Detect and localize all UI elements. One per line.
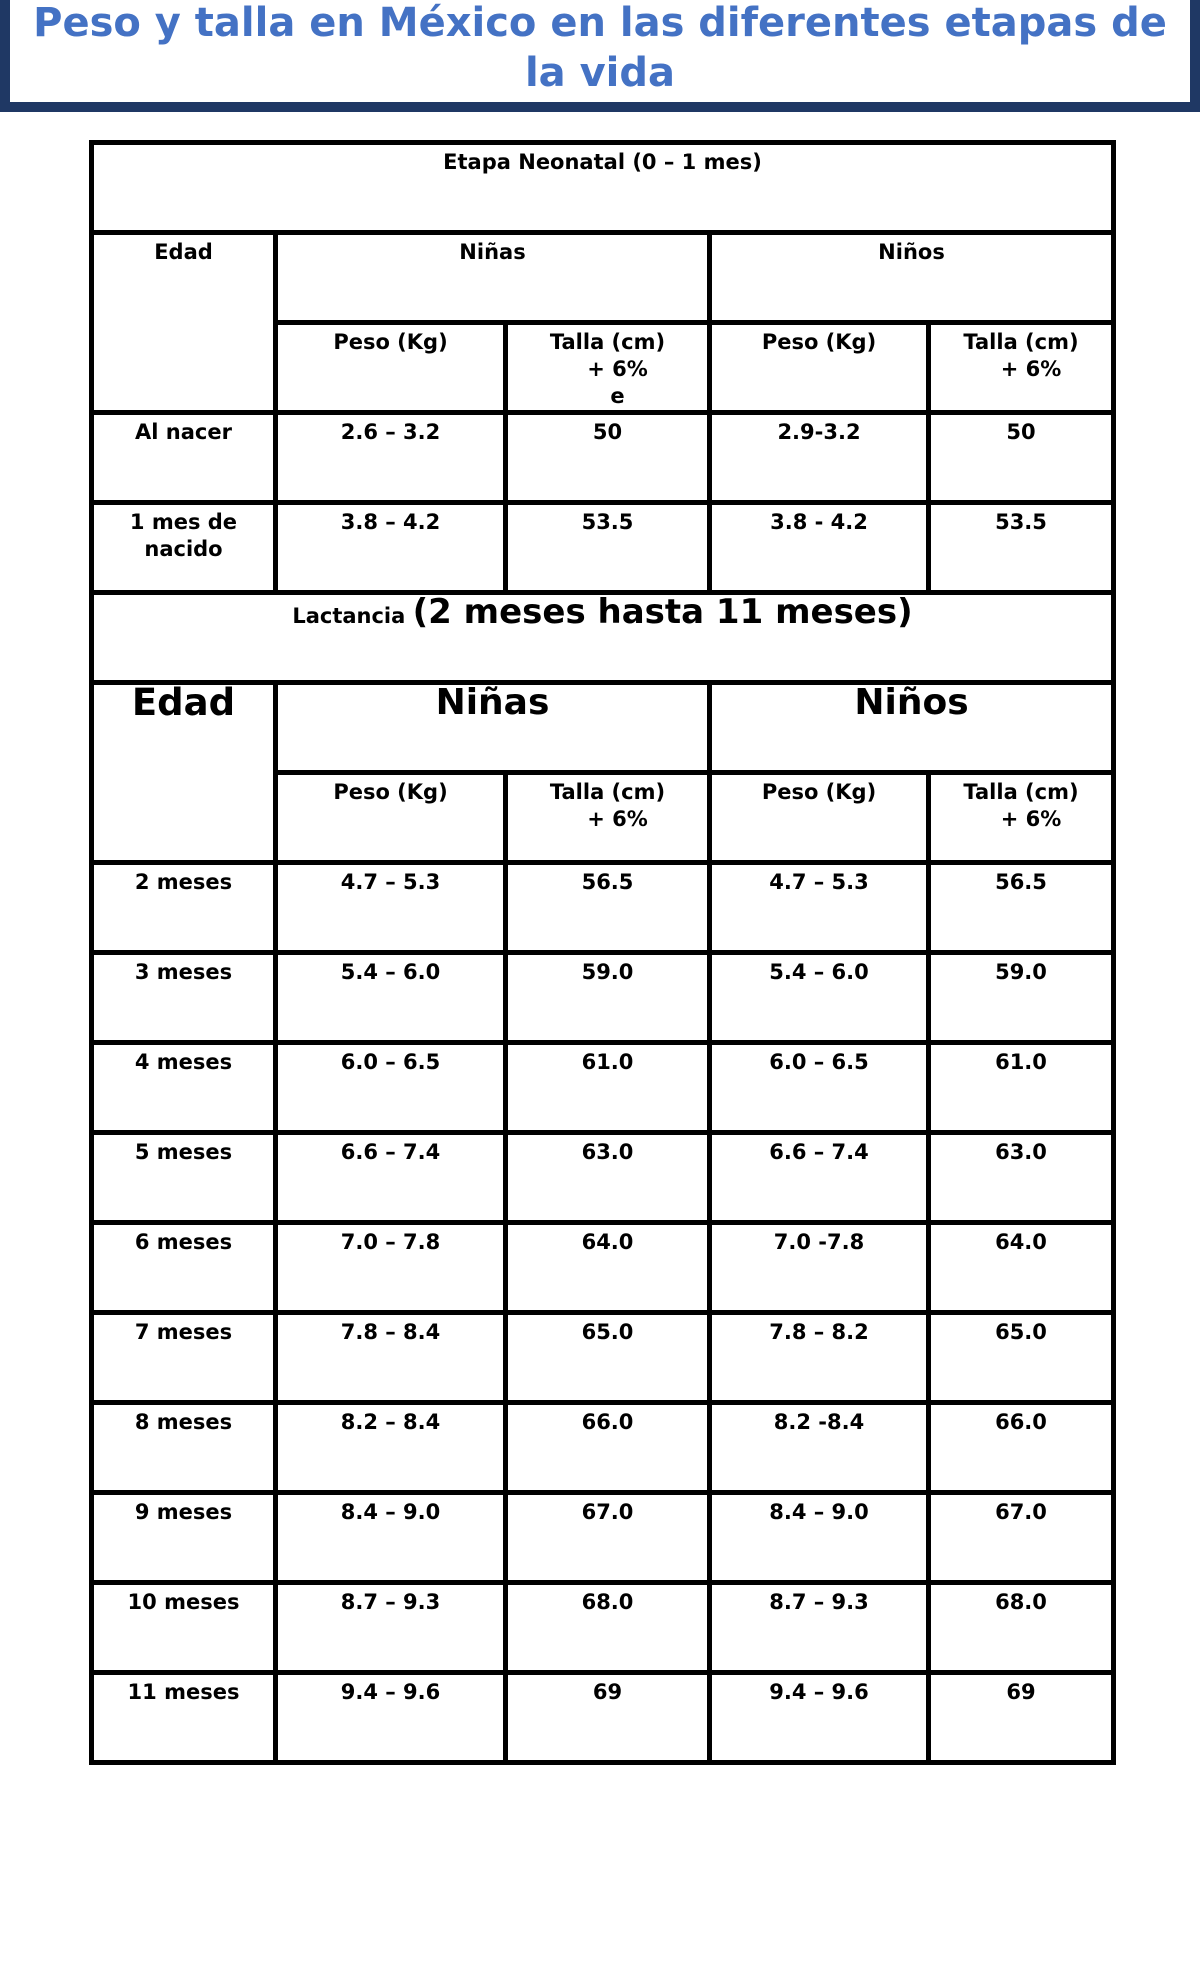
neonatal-boys-peso-header: Peso (Kg) — [710, 323, 929, 413]
lactancia-heading-main: Lactancia — [292, 604, 406, 628]
boys-peso-cell: 4.7 – 5.3 — [710, 863, 929, 953]
lactancia-girls-header: Niñas — [276, 683, 710, 773]
lactancia-heading-sub: (2 meses hasta 11 meses) — [412, 592, 913, 632]
neonatal-group-row — [92, 233, 1114, 323]
age-cell: Al nacer — [92, 413, 276, 503]
girls-talla-cell: 67.0 — [506, 1493, 710, 1583]
neonatal-heading-row — [92, 143, 1114, 233]
girls-talla-cell: 56.5 — [506, 863, 710, 953]
neonatal-girls-peso-header: Peso (Kg) — [276, 323, 506, 413]
lactancia-edad-header: Edad — [92, 683, 276, 863]
girls-talla-cell: 53.5 — [506, 503, 710, 593]
age-cell: 3 meses — [92, 953, 276, 1043]
neonatal-boys-talla-header — [929, 323, 1114, 413]
neonatal-edad-header: Edad — [92, 233, 276, 413]
girls-peso-cell: 8.4 – 9.0 — [276, 1493, 506, 1583]
girls-peso-cell: 8.2 – 8.4 — [276, 1403, 506, 1493]
talla-label: Talla (cm) — [549, 330, 666, 354]
table-row — [92, 1313, 1114, 1403]
age-cell: 8 meses — [92, 1403, 276, 1493]
girls-talla-cell: 64.0 — [506, 1223, 710, 1313]
lactancia-girls-talla-header — [506, 773, 710, 863]
lactancia-group-row — [92, 683, 1114, 773]
table-row — [92, 1583, 1114, 1673]
boys-talla-cell: 50 — [929, 413, 1114, 503]
boys-talla-cell: 61.0 — [929, 1043, 1114, 1133]
girls-peso-cell: 6.0 – 6.5 — [276, 1043, 506, 1133]
boys-talla-cell: 64.0 — [929, 1223, 1114, 1313]
girls-peso-cell: 7.0 – 7.8 — [276, 1223, 506, 1313]
girls-talla-cell: 68.0 — [506, 1583, 710, 1673]
talla-extra: e — [610, 384, 625, 408]
girls-peso-cell: 7.8 – 8.4 — [276, 1313, 506, 1403]
boys-talla-cell: 56.5 — [929, 863, 1114, 953]
boys-peso-cell: 8.2 -8.4 — [710, 1403, 929, 1493]
boys-peso-cell: 8.7 – 9.3 — [710, 1583, 929, 1673]
neonatal-heading: Etapa Neonatal (0 – 1 mes) — [92, 143, 1114, 233]
girls-talla-cell: 59.0 — [506, 953, 710, 1043]
lactancia-boys-peso-header: Peso (Kg) — [710, 773, 929, 863]
boys-talla-cell: 59.0 — [929, 953, 1114, 1043]
table-row — [92, 1673, 1114, 1763]
age-cell: 5 meses — [92, 1133, 276, 1223]
boys-talla-cell: 66.0 — [929, 1403, 1114, 1493]
neonatal-boys-header: Niños — [710, 233, 1114, 323]
lactancia-heading-row — [92, 593, 1114, 683]
talla-percent: + 6% — [587, 807, 648, 831]
lactancia-heading — [92, 593, 1114, 683]
talla-label: Talla (cm) — [963, 330, 1079, 354]
talla-percent: + 6% — [587, 357, 648, 381]
table-row — [92, 413, 1114, 503]
talla-percent: + 6% — [1000, 807, 1062, 831]
table-row — [92, 1403, 1114, 1493]
neonatal-girls-header: Niñas — [276, 233, 710, 323]
age-cell: 6 meses — [92, 1223, 276, 1313]
boys-peso-cell: 6.0 – 6.5 — [710, 1043, 929, 1133]
boys-peso-cell: 7.8 – 8.2 — [710, 1313, 929, 1403]
growth-table — [89, 140, 1116, 1765]
boys-talla-cell: 69 — [929, 1673, 1114, 1763]
girls-peso-cell: 4.7 – 5.3 — [276, 863, 506, 953]
table-row — [92, 953, 1114, 1043]
girls-talla-cell: 61.0 — [506, 1043, 710, 1133]
girls-peso-cell: 8.7 – 9.3 — [276, 1583, 506, 1673]
age-cell: 7 meses — [92, 1313, 276, 1403]
boys-talla-cell: 68.0 — [929, 1583, 1114, 1673]
girls-talla-cell: 63.0 — [506, 1133, 710, 1223]
boys-peso-cell: 5.4 – 6.0 — [710, 953, 929, 1043]
talla-label: Talla (cm) — [963, 780, 1079, 804]
lactancia-rows — [92, 863, 1114, 1763]
boys-peso-cell: 6.6 – 7.4 — [710, 1133, 929, 1223]
talla-label: Talla (cm) — [549, 780, 666, 804]
boys-peso-cell: 3.8 - 4.2 — [710, 503, 929, 593]
girls-peso-cell: 9.4 – 9.6 — [276, 1673, 506, 1763]
lactancia-boys-talla-header — [929, 773, 1114, 863]
girls-peso-cell: 5.4 – 6.0 — [276, 953, 506, 1043]
girls-peso-cell: 2.6 – 3.2 — [276, 413, 506, 503]
lactancia-girls-peso-header: Peso (Kg) — [276, 773, 506, 863]
table-row — [92, 1493, 1114, 1583]
page-title: Peso y talla en México en las diferentes etapas de la vida — [33, 0, 1167, 96]
age-cell: 9 meses — [92, 1493, 276, 1583]
boys-peso-cell: 2.9-3.2 — [710, 413, 929, 503]
age-cell: 11 meses — [92, 1673, 276, 1763]
girls-talla-cell: 65.0 — [506, 1313, 710, 1403]
boys-talla-cell: 65.0 — [929, 1313, 1114, 1403]
boys-talla-cell: 67.0 — [929, 1493, 1114, 1583]
girls-talla-cell: 69 — [506, 1673, 710, 1763]
table-row — [92, 1133, 1114, 1223]
table-row — [92, 1223, 1114, 1313]
age-cell: 2 meses — [92, 863, 276, 953]
age-cell: 4 meses — [92, 1043, 276, 1133]
table-row — [92, 1043, 1114, 1133]
page-header — [0, 0, 1200, 112]
boys-peso-cell: 7.0 -7.8 — [710, 1223, 929, 1313]
age-cell: 10 meses — [92, 1583, 276, 1673]
boys-peso-cell: 9.4 – 9.6 — [710, 1673, 929, 1763]
girls-talla-cell: 66.0 — [506, 1403, 710, 1493]
neonatal-girls-talla-header — [506, 323, 710, 413]
boys-talla-cell: 63.0 — [929, 1133, 1114, 1223]
boys-peso-cell: 8.4 – 9.0 — [710, 1493, 929, 1583]
age-cell: 1 mes de nacido — [92, 503, 276, 593]
lactancia-boys-header: Niños — [710, 683, 1114, 773]
talla-percent: + 6% — [1000, 357, 1062, 381]
table-row — [92, 503, 1114, 593]
girls-peso-cell: 3.8 – 4.2 — [276, 503, 506, 593]
boys-talla-cell: 53.5 — [929, 503, 1114, 593]
girls-peso-cell: 6.6 – 7.4 — [276, 1133, 506, 1223]
table-row — [92, 863, 1114, 953]
girls-talla-cell: 50 — [506, 413, 710, 503]
